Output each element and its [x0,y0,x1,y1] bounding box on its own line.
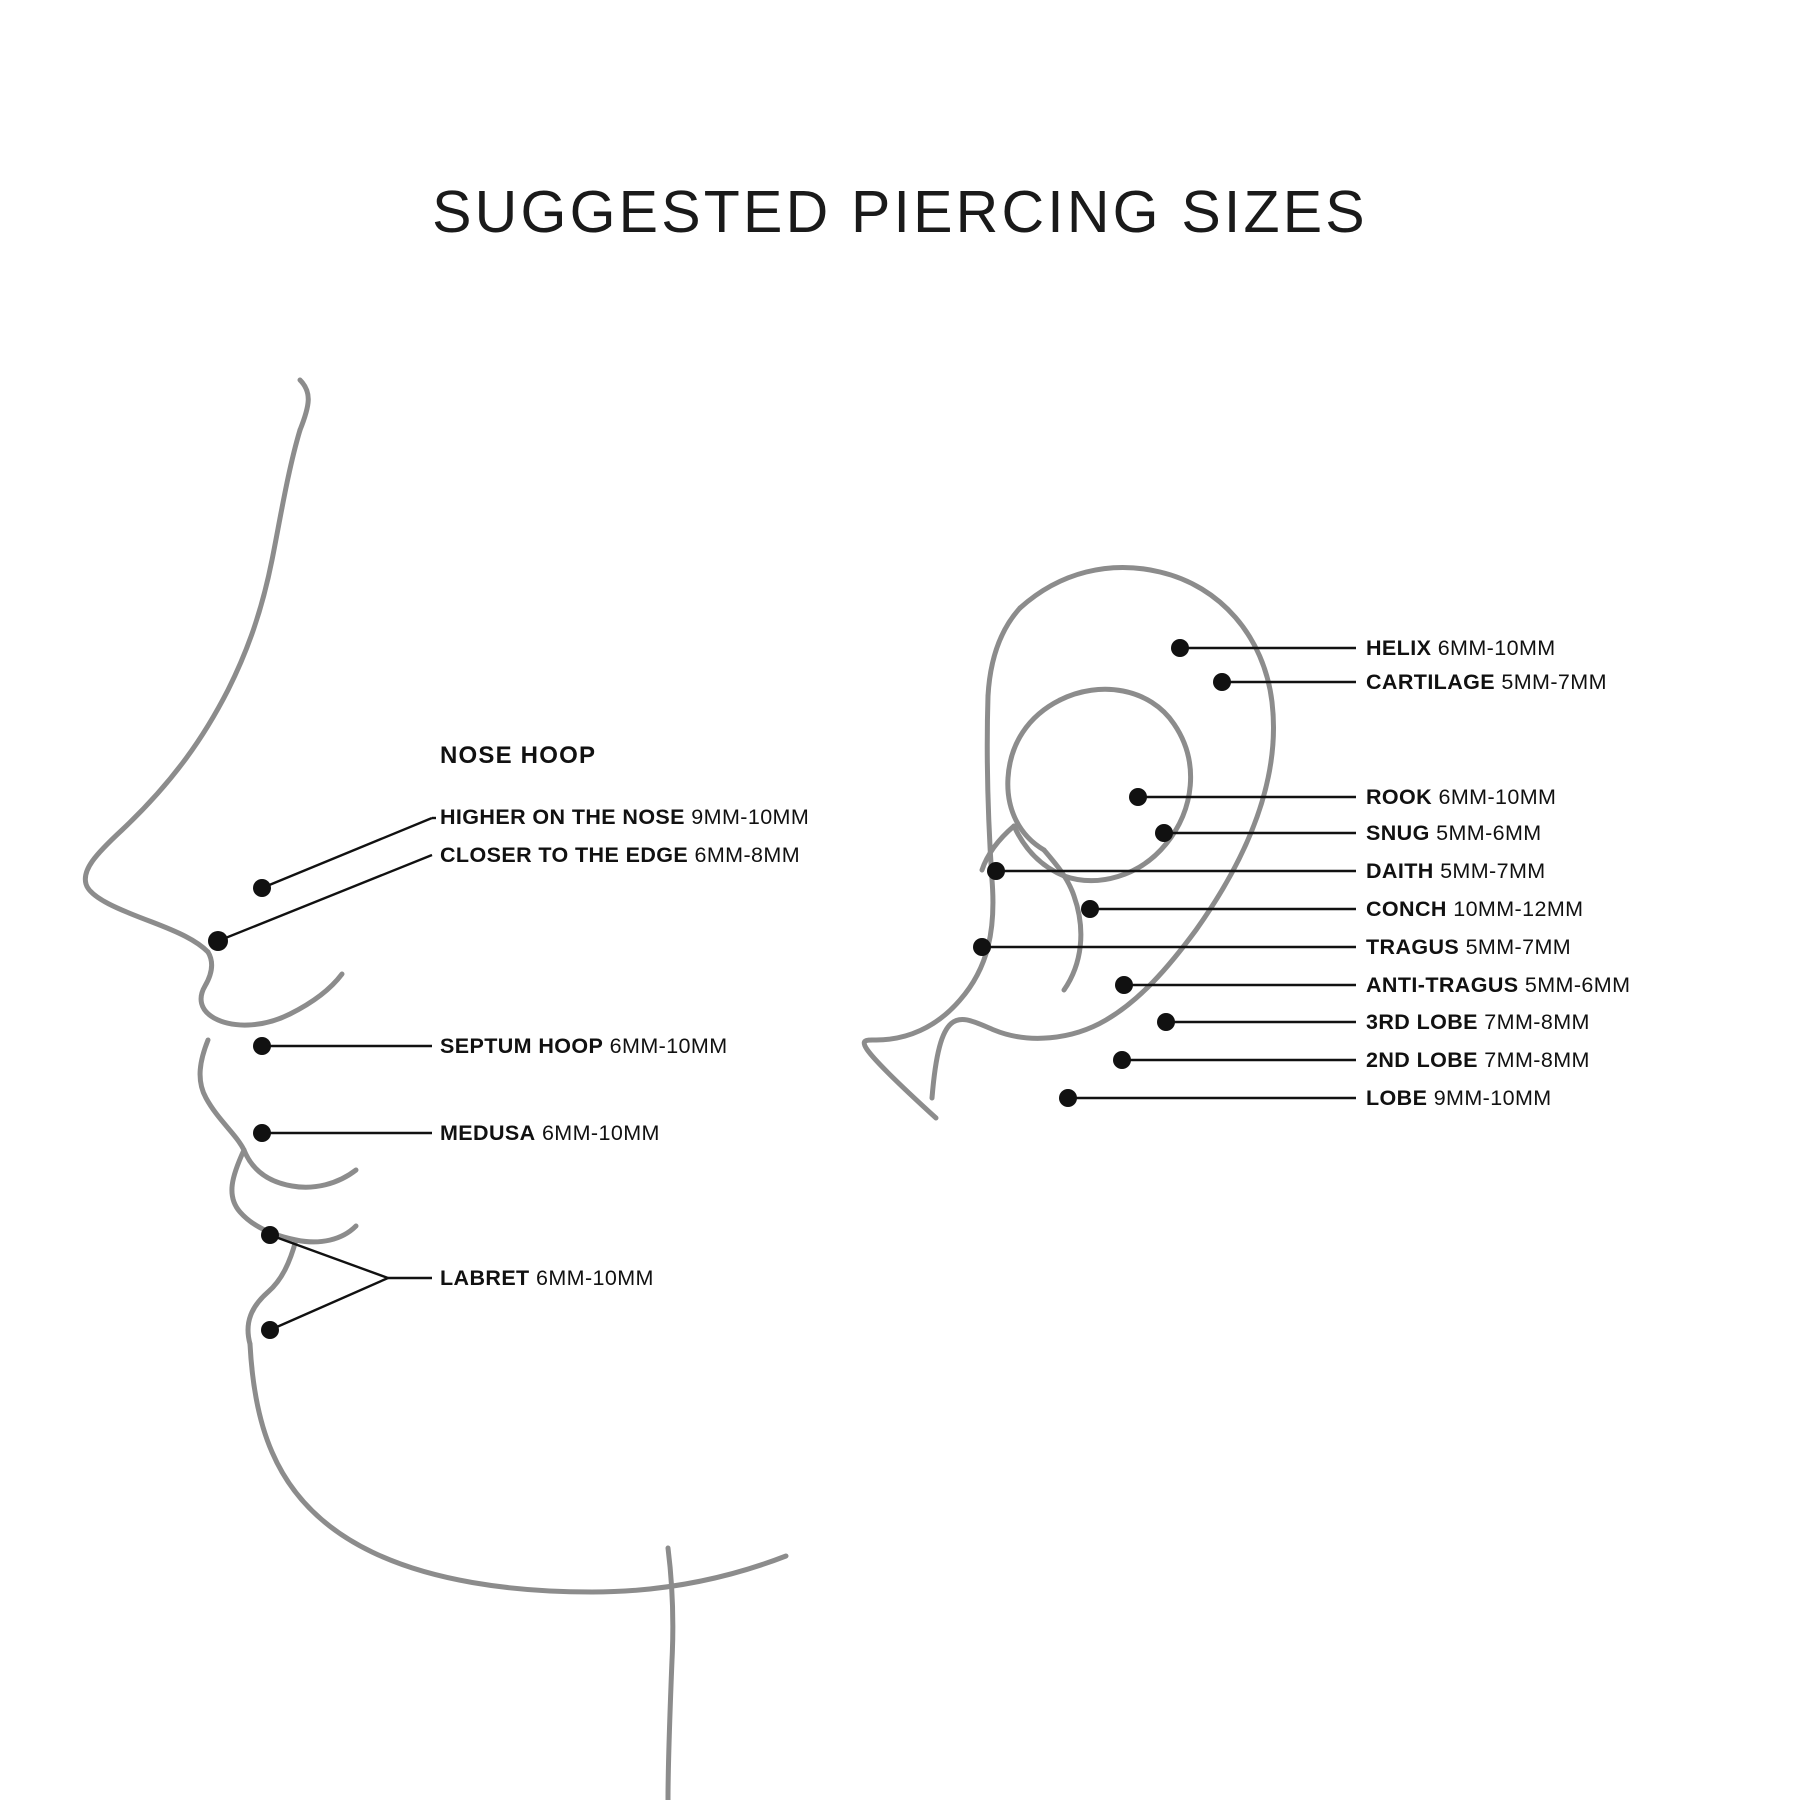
ear-outline [864,568,1273,1119]
label-daith [1366,859,1546,884]
label-name: CONCH [1366,897,1447,921]
label-name: HELIX [1366,636,1432,660]
label-size: 6MM-10MM [1437,636,1556,660]
label-size: 10MM-12MM [1453,897,1584,921]
label-medusa [440,1121,660,1146]
label-name: TRAGUS [1366,935,1460,959]
label-size: 6MM-10MM [609,1034,728,1058]
label-size: 7MM-8MM [1484,1010,1590,1034]
label-name: SEPTUM HOOP [440,1034,604,1058]
label-size: 6MM-10MM [1438,785,1557,809]
label-name: SNUG [1366,821,1430,845]
label-3rd-lobe [1366,1010,1590,1035]
label-name: ANTI-TRAGUS [1366,973,1519,997]
label-size: 6MM-8MM [694,843,800,867]
label-tragus [1366,935,1571,960]
label-size: 6MM-10MM [535,1266,654,1290]
label-size: 5MM-7MM [1440,859,1546,883]
label-size: 7MM-8MM [1484,1048,1590,1072]
label-name: HIGHER ON THE NOSE [440,805,685,829]
label-name: LABRET [440,1266,530,1290]
label-size: 5MM-6MM [1436,821,1542,845]
label-size: 5MM-7MM [1465,935,1572,959]
label-helix [1366,636,1556,661]
label-size: 9MM-10MM [1433,1086,1552,1110]
nose-leader-lines [218,818,436,941]
label-name: 2ND LOBE [1366,1048,1478,1072]
label-name: CARTILAGE [1366,670,1496,694]
label-septum-hoop [440,1034,728,1059]
label-name: ROOK [1366,785,1433,809]
label-higher-on-the-nose [440,805,809,830]
label-size: 6MM-10MM [541,1121,660,1145]
page-title: SUGGESTED PIERCING SIZES [432,179,1368,245]
nose-hoop-heading: NOSE HOOP [440,742,597,769]
label-cartilage [1366,670,1607,695]
label-size: 5MM-7MM [1501,670,1607,694]
label-2nd-lobe [1366,1048,1590,1073]
label-rook [1366,785,1556,810]
label-name: DAITH [1366,859,1434,883]
face-leader-lines [262,1046,432,1330]
label-closer-to-the-edge [440,843,800,868]
label-conch [1366,897,1583,922]
label-name: MEDUSA [440,1121,536,1145]
label-name: 3RD LOBE [1366,1010,1478,1034]
face-profile-outline [85,380,786,1800]
label-anti-tragus [1366,973,1630,998]
nose-leader-dots [208,879,271,951]
label-size: 9MM-10MM [691,805,810,829]
label-name: CLOSER TO THE EDGE [440,843,689,867]
label-size: 5MM-6MM [1524,973,1631,997]
label-name: LOBE [1366,1086,1428,1110]
label-lobe [1366,1086,1552,1111]
label-snug [1366,821,1542,846]
label-labret [440,1266,654,1291]
